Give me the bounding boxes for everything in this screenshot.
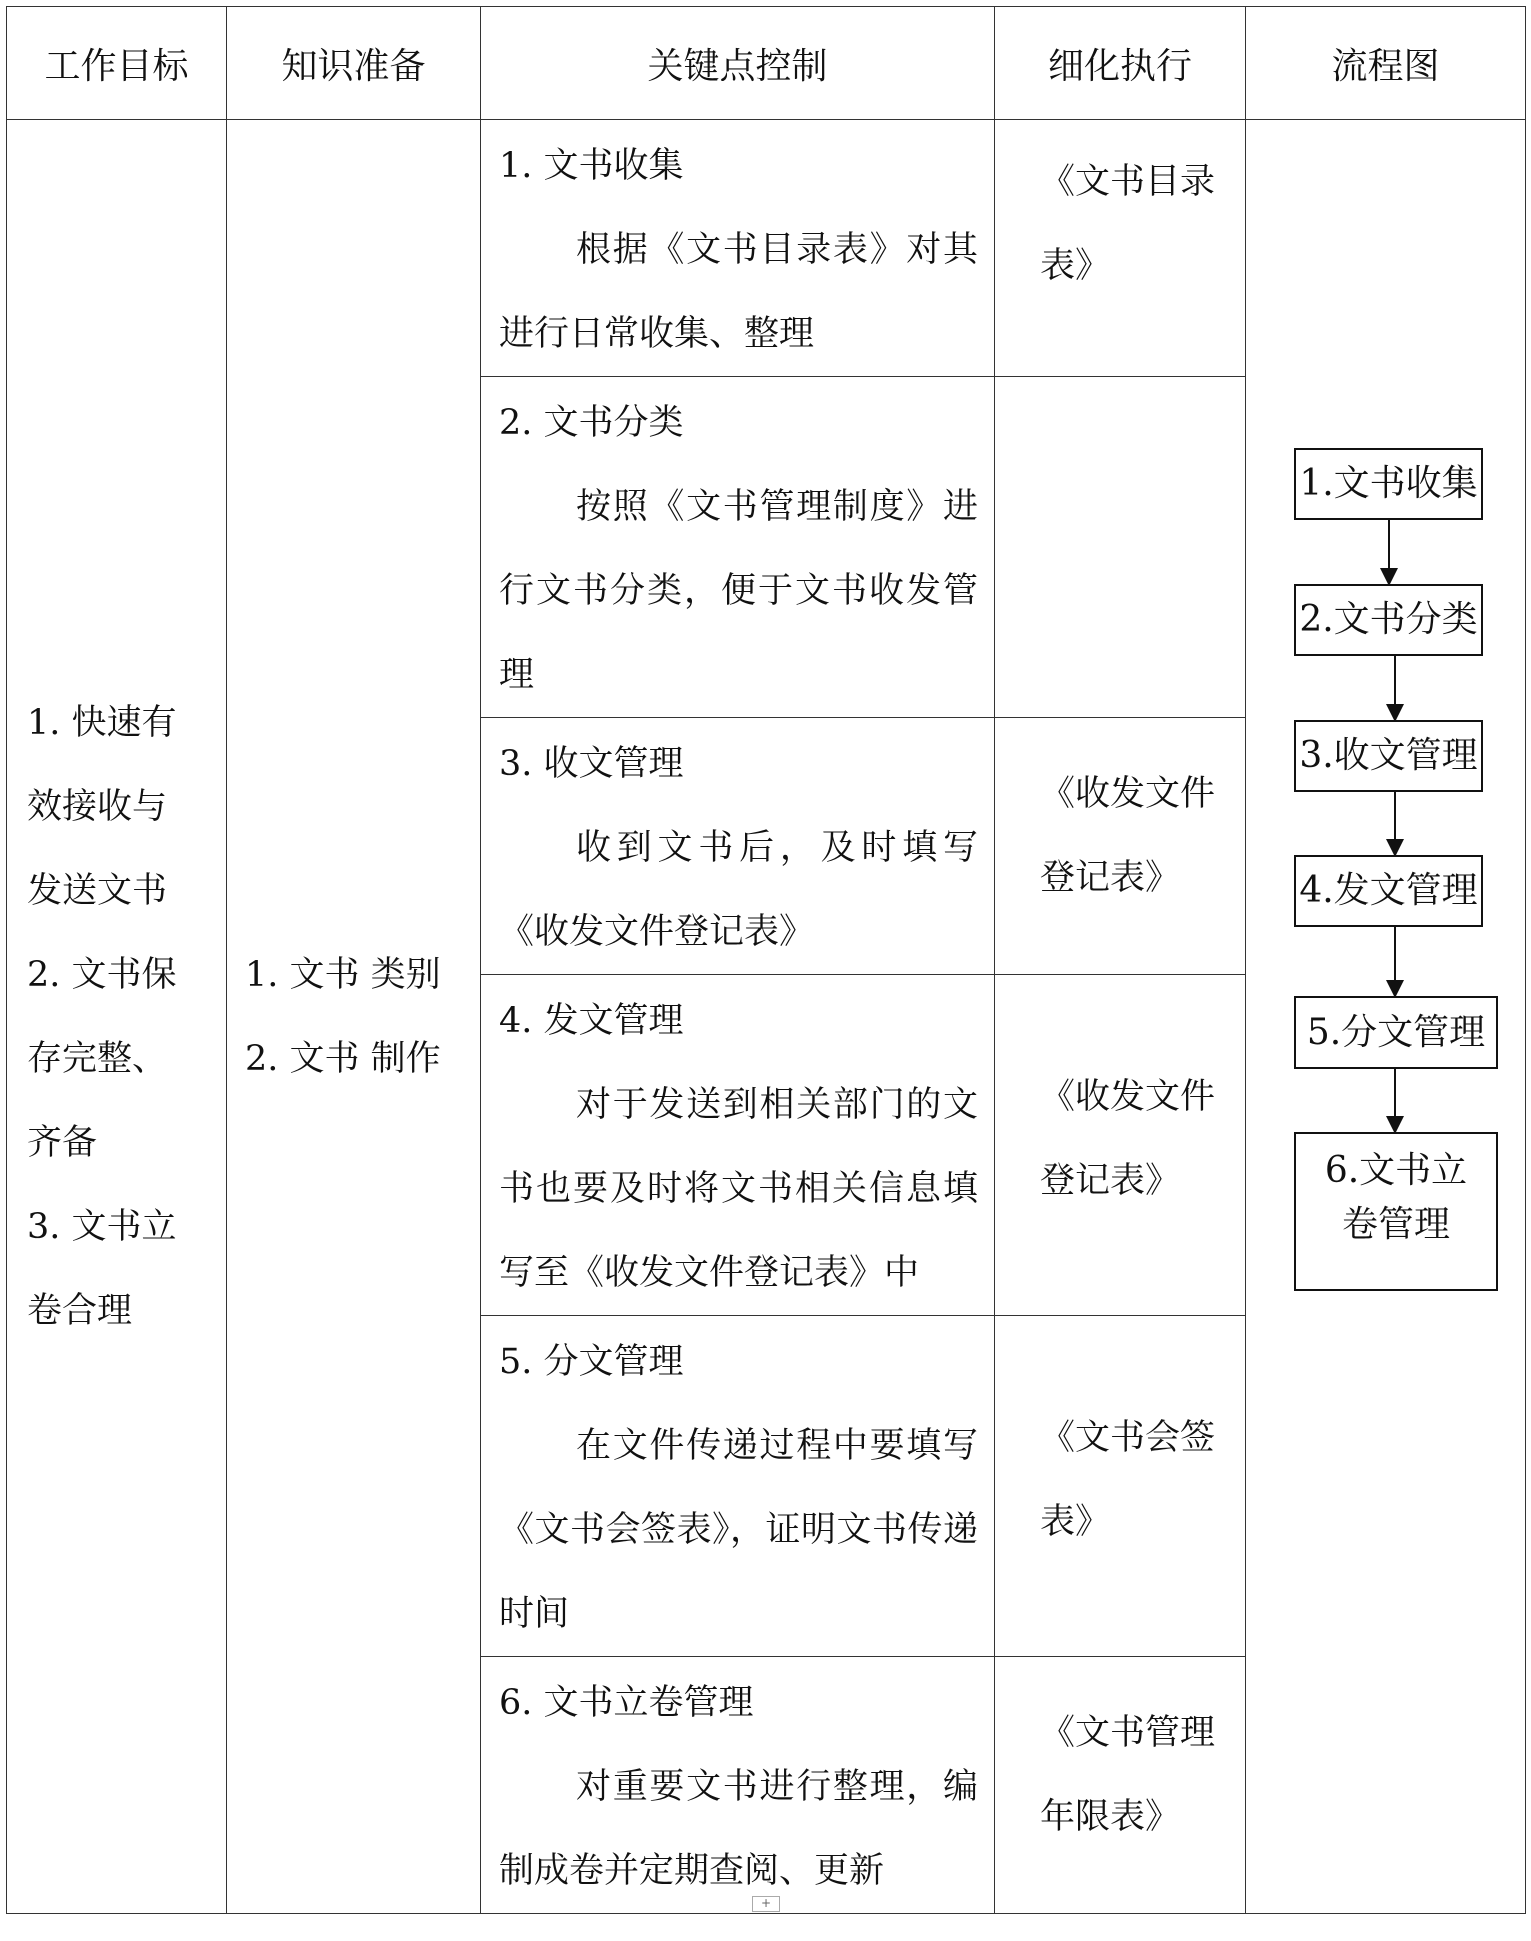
execution-cell: 《收发文件登记表》 (995, 975, 1246, 1316)
goal-line: 效接收与 (27, 786, 168, 827)
key-point-title: 3. 收文管理 (499, 744, 684, 784)
arrow-down-icon (1394, 792, 1396, 855)
key-point-body: 根据《文书目录表》对其进行日常收集、整理 (499, 230, 978, 354)
execution-cell: 《文书目录表》 (995, 120, 1246, 377)
process-table (6, 6, 1526, 1914)
knowledge-line: 2. 文书 制作 (245, 1038, 441, 1079)
goal-line: 发送文书 (27, 870, 168, 911)
key-point-cell (481, 120, 995, 377)
header-knowledge: 知识准备 (227, 7, 481, 120)
goal-line: 1. 快速有 (27, 702, 177, 743)
key-point-body: 在文件传递过程中要填写《文书会签表》，证明文书传递时间 (499, 1426, 978, 1634)
goal-line: 卷合理 (27, 1290, 133, 1331)
goal-line: 存完整、 (27, 1038, 168, 1079)
key-point-cell (481, 377, 995, 718)
key-point-title: 1. 文书收集 (499, 146, 684, 186)
flow-box: 2.文书分类 (1294, 584, 1483, 656)
flow-box: 4.发文管理 (1294, 855, 1483, 927)
key-point-cell (481, 718, 995, 975)
key-point-title: 2. 文书分类 (499, 403, 684, 443)
execution-cell: 《文书管理年限表》 (995, 1657, 1246, 1914)
flow-box: 5.分文管理 (1294, 996, 1498, 1069)
table-row (7, 120, 1526, 377)
header-execution: 细化执行 (995, 7, 1246, 120)
header-key-points: 关键点控制 (481, 7, 995, 120)
header-row (7, 7, 1526, 120)
goal-line: 齐备 (27, 1122, 98, 1163)
execution-cell (995, 377, 1246, 718)
flow-box: 3.收文管理 (1294, 720, 1483, 792)
key-point-body: 按照《文书管理制度》进行文书分类，便于文书收发管理 (499, 487, 978, 695)
flowchart-cell (1246, 120, 1526, 1914)
execution-cell: 《收发文件登记表》 (995, 718, 1246, 975)
header-flowchart: 流程图 (1246, 7, 1526, 120)
arrow-down-icon (1394, 1069, 1396, 1132)
arrow-down-icon (1394, 656, 1396, 720)
goal-line: 3. 文书立 (27, 1206, 177, 1247)
key-point-title: 5. 分文管理 (499, 1342, 684, 1382)
header-goal: 工作目标 (7, 7, 227, 120)
key-point-cell (481, 1316, 995, 1657)
add-row-button[interactable]: + (752, 1896, 780, 1912)
flow-box: 1.文书收集 (1294, 448, 1483, 520)
arrow-down-icon (1394, 927, 1396, 996)
key-point-title: 6. 文书立卷管理 (499, 1683, 754, 1723)
execution-cell: 《文书会签表》 (995, 1316, 1246, 1657)
key-point-body: 对重要文书进行整理，编制成卷并定期查阅、更新 (499, 1767, 978, 1891)
key-point-cell (481, 1657, 995, 1914)
key-point-body: 对于发送到相关部门的文书也要及时将文书相关信息填写至《收发文件登记表》中 (499, 1085, 978, 1293)
arrow-down-icon (1388, 520, 1390, 584)
key-point-cell (481, 975, 995, 1316)
goal-line: 2. 文书保 (27, 954, 177, 995)
knowledge-line: 1. 文书 类别 (245, 954, 441, 995)
key-point-title: 4. 发文管理 (499, 1001, 684, 1041)
knowledge-cell (227, 120, 481, 1914)
flow-box: 6.文书立卷管理 (1294, 1132, 1498, 1291)
key-point-body: 收到文书后，及时填写《收发文件登记表》 (499, 828, 978, 952)
goals-cell (7, 120, 227, 1914)
